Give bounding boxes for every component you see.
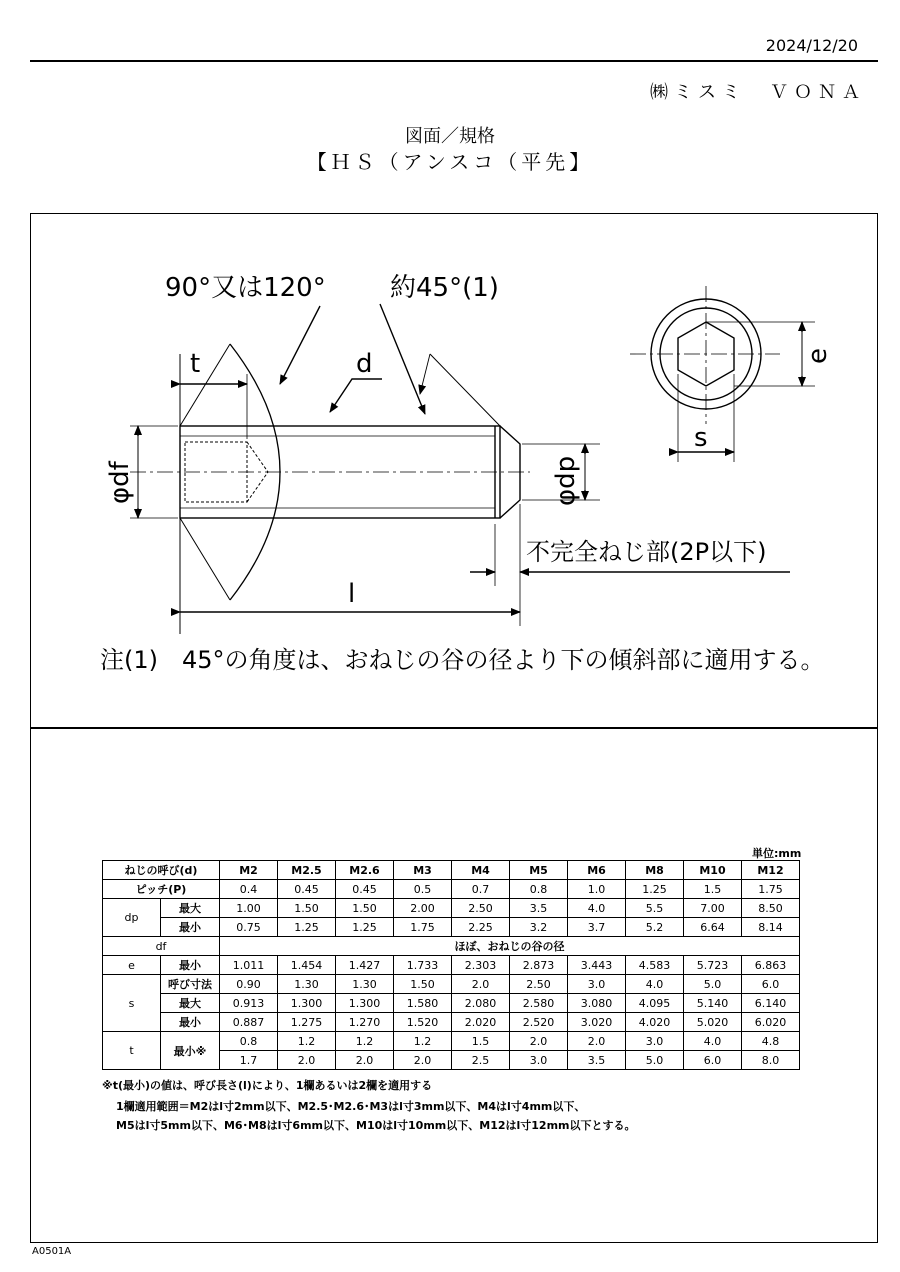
table-cell: 0.90 [220,975,278,994]
angle-label: 90°又は120° [165,273,326,303]
table-cell: 1.30 [278,975,336,994]
t-min-label: 最小※ [161,1032,220,1070]
header-rule [30,60,878,62]
table-cell: 1.733 [394,956,452,975]
t-label: t [190,349,201,379]
table-cell: 0.4 [220,880,278,899]
page-title: 図面／規格 [405,126,495,147]
table-cell: 4.020 [626,1013,684,1032]
table-cell: 5.020 [684,1013,742,1032]
t-label: t [103,1032,161,1070]
size-cell: M2 [220,861,278,880]
product-title: 【ＨＳ（アンスコ（平先】 [306,150,594,174]
table-row [103,918,800,937]
table-cell: 3.080 [568,994,626,1013]
size-cell: M8 [626,861,684,880]
table-cell: 3.2 [510,918,568,937]
table-cell: 1.427 [336,956,394,975]
table-cell: 4.095 [626,994,684,1013]
table-cell: 1.25 [626,880,684,899]
table-cell: 1.25 [278,918,336,937]
s-label: s [694,423,708,453]
table-cell: 5.140 [684,994,742,1013]
table-cell: 2.0 [394,1051,452,1070]
table-cell: 4.0 [626,975,684,994]
table-row [103,956,800,975]
table-cell: 6.64 [684,918,742,937]
table-cell: 4.0 [684,1032,742,1051]
frame-divider [30,727,878,729]
size-cell: M2.5 [278,861,336,880]
table-cell: 0.45 [336,880,394,899]
table-cell: 2.00 [394,899,452,918]
pitch-label: ピッチ(P) [103,880,220,899]
s-max-label: 最大 [161,994,220,1013]
table-cell: 0.5 [394,880,452,899]
table-cell: 3.0 [568,975,626,994]
unit-label: 単位:mm [752,847,802,860]
table-note-2: 1欄適用範囲＝M2はl寸2mm以下、M2.5･M2.6･M3はl寸3mm以下、M4はl寸4mm以下、 [116,1100,586,1113]
table-cell: 1.580 [394,994,452,1013]
table-row [103,937,800,956]
table-cell: 5.0 [626,1051,684,1070]
table-cell: 1.5 [684,880,742,899]
table-cell: 0.45 [278,880,336,899]
table-cell: 2.0 [510,1032,568,1051]
spec-table [102,860,800,1070]
size-cell: M6 [568,861,626,880]
dp-label: dp [103,899,161,937]
drawing-note: 注(1) 45°の角度は、おねじの谷の径より下の傾斜部に適用する。 [100,646,825,674]
table-cell: 7.00 [684,899,742,918]
table-cell: 3.5 [568,1051,626,1070]
incomplete-thread-label: 不完全ねじ部(2P以下) [526,538,767,566]
table-cell: 5.723 [684,956,742,975]
table-cell: 5.0 [684,975,742,994]
table-cell: 1.7 [220,1051,278,1070]
table-cell: 1.270 [336,1013,394,1032]
table-cell: 1.2 [278,1032,336,1051]
l-label: l [348,579,356,609]
table-cell: 3.7 [568,918,626,937]
table-cell: 6.0 [684,1051,742,1070]
table-row [103,994,800,1013]
table-cell: 2.0 [278,1051,336,1070]
size-cell: M12 [742,861,800,880]
table-cell: 1.2 [336,1032,394,1051]
dp-min-label: 最小 [161,918,220,937]
table-cell: 1.2 [394,1032,452,1051]
dp-max-label: 最大 [161,899,220,918]
table-cell: 2.520 [510,1013,568,1032]
table-cell: 6.140 [742,994,800,1013]
table-note-3: M5はl寸5mm以下、M6･M8はl寸6mm以下、M10はl寸10mm以下、M12はl寸12mm以下とする。 [116,1119,636,1132]
size-cell: M4 [452,861,510,880]
size-cell: M10 [684,861,742,880]
table-cell: 1.75 [742,880,800,899]
table-cell: 1.520 [394,1013,452,1032]
table-cell: 4.8 [742,1032,800,1051]
table-cell: 0.913 [220,994,278,1013]
table-cell: 1.50 [278,899,336,918]
document-date: 2024/12/20 [765,36,858,55]
e-label: e [803,348,833,364]
document-code: A0501A [32,1246,72,1257]
table-cell: 2.873 [510,956,568,975]
s-label: s [103,975,161,1032]
table-cell: 3.0 [510,1051,568,1070]
table-cell: 1.00 [220,899,278,918]
df-label: φdf [105,461,135,504]
table-cell: 3.020 [568,1013,626,1032]
table-cell: 8.14 [742,918,800,937]
table-cell: 2.080 [452,994,510,1013]
table-cell: 1.0 [568,880,626,899]
table-cell: 1.454 [278,956,336,975]
header-label: ねじの呼び(d) [103,861,220,880]
table-header-row [103,861,800,880]
size-cell: M2.6 [336,861,394,880]
s-nom-label: 呼び寸法 [161,975,220,994]
table-cell: 2.50 [452,899,510,918]
approx-angle-label: 約45°(1) [390,273,499,303]
table-cell: 2.0 [452,975,510,994]
table-cell: 2.25 [452,918,510,937]
company-name: ㈱ミスミ ＶＯＮＡ [650,82,866,103]
table-cell: 2.020 [452,1013,510,1032]
technical-drawing [30,214,876,726]
table-cell: 2.5 [452,1051,510,1070]
table-cell: 0.75 [220,918,278,937]
table-cell: 1.300 [278,994,336,1013]
table-cell: 0.887 [220,1013,278,1032]
table-cell: 1.50 [336,899,394,918]
table-cell: 2.303 [452,956,510,975]
table-cell: 6.020 [742,1013,800,1032]
table-cell: 4.0 [568,899,626,918]
table-cell: 8.0 [742,1051,800,1070]
table-row [103,975,800,994]
df-value: ほぼ、おねじの谷の径 [220,937,800,956]
table-cell: 1.75 [394,918,452,937]
table-row [103,880,800,899]
table-cell: 1.50 [394,975,452,994]
table-cell: 1.300 [336,994,394,1013]
table-row [103,899,800,918]
table-cell: 5.5 [626,899,684,918]
e-label: e [103,956,161,975]
table-cell: 2.0 [568,1032,626,1051]
table-cell: 4.583 [626,956,684,975]
dp-label: φdp [551,455,581,506]
table-cell: 2.0 [336,1051,394,1070]
d-label: d [356,349,373,379]
size-cell: M3 [394,861,452,880]
table-cell: 2.580 [510,994,568,1013]
size-cell: M5 [510,861,568,880]
e-min-label: 最小 [161,956,220,975]
table-cell: 0.7 [452,880,510,899]
table-cell: 0.8 [510,880,568,899]
table-cell: 0.8 [220,1032,278,1051]
s-min-label: 最小 [161,1013,220,1032]
table-note-1: ※t(最小)の値は、呼び長さ(l)により、1欄あるいは2欄を適用する [102,1079,433,1092]
table-cell: 8.50 [742,899,800,918]
table-cell: 1.011 [220,956,278,975]
table-cell: 3.0 [626,1032,684,1051]
table-cell: 1.25 [336,918,394,937]
table-cell: 5.2 [626,918,684,937]
table-cell: 3.5 [510,899,568,918]
table-row [103,1032,800,1051]
table-cell: 2.50 [510,975,568,994]
table-row [103,1013,800,1032]
table-cell: 1.275 [278,1013,336,1032]
table-cell: 6.863 [742,956,800,975]
table-cell: 3.443 [568,956,626,975]
df-label: df [103,937,220,956]
table-cell: 1.30 [336,975,394,994]
table-cell: 1.5 [452,1032,510,1051]
table-cell: 6.0 [742,975,800,994]
